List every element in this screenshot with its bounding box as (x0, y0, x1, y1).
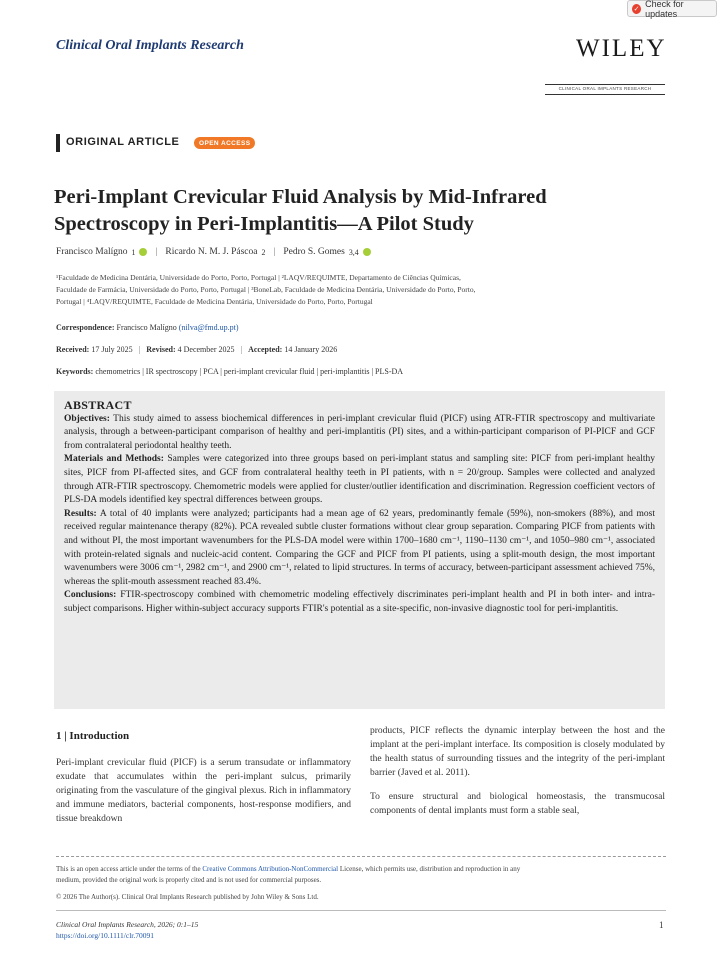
affiliations (56, 272, 656, 308)
revised-date: 4 December 2025 (177, 345, 235, 354)
accepted-date: 14 January 2026 (284, 345, 338, 354)
conclusions-text: FTIR-spectroscopy combined with chemometric modeling effectively discriminates peri-implant health and PI in both inter- and intra-subject comparisons. Higher within-subject accuracy supports FTIR's potential as a site-specific, non-invasive diagnostic tool for peri-implantitis. (64, 590, 655, 614)
date-separator: | (138, 345, 141, 354)
abstract-conclusions (64, 589, 655, 616)
orcid-icon[interactable] (363, 248, 371, 256)
body-column-right (370, 724, 665, 828)
keywords (56, 367, 676, 376)
author-name[interactable]: Francisco Malígno (56, 247, 128, 257)
publisher-subtitle: CLINICAL ORAL IMPLANTS RESEARCH (558, 86, 652, 91)
article-type: ORIGINAL ARTICLE (66, 136, 180, 148)
correspondence (56, 323, 656, 332)
correspondence-label: Correspondence: (56, 323, 115, 332)
date-separator: | (240, 345, 243, 354)
license-text-pre: This is an open access article under the terms of the (56, 865, 203, 873)
keywords-text: chemometrics | IR spectroscopy | PCA | peri-implant crevicular fluid | peri-implantitis | PLS-DA (95, 367, 404, 376)
received-label: Received: (56, 345, 90, 354)
article-title (54, 184, 614, 238)
abstract-methods (64, 453, 655, 507)
abstract-heading: ABSTRACT (64, 398, 132, 412)
intro-paragraph: products, PICF reflects the dynamic interplay between the host and the implant at the peri-implant interface. Its composition is closely modulated by the health status of surrounding tissues and the integrity of the peri-implant barrier (Javed et al. 2011). (370, 726, 665, 778)
title-line-1: Peri-Implant Crevicular Fluid Analysis by Mid-Infrared (54, 186, 547, 208)
page-number: 1 (659, 920, 664, 930)
check-updates-icon: ✓ (633, 5, 640, 13)
affiliation-line: ¹Faculdade de Medicina Dentária, Universidade do Porto, Porto, Portugal | ²LAQV/REQUIMTE, Departamento de Ciências Químicas, (56, 273, 461, 282)
publisher-rule-bottom (545, 94, 665, 95)
license-text-post: License, which permits use, distribution and reproduction in any (338, 865, 521, 873)
title-line-2: Spectroscopy in Peri-Implantitis—A Pilot Study (54, 213, 474, 235)
revised-label: Revised: (146, 345, 176, 354)
received-date: 17 July 2025 (91, 345, 133, 354)
correspondence-name: Francisco Malígno (116, 323, 177, 332)
license-link[interactable]: Creative Commons Attribution-NonCommercial (202, 865, 339, 873)
methods-label: Materials and Methods: (64, 454, 164, 465)
author-affiliation-sup: 1 (131, 247, 136, 257)
journal-name: Clinical Oral Implants Research (56, 38, 244, 53)
results-label: Results: (64, 508, 97, 519)
objectives-label: Objectives: (64, 413, 110, 424)
license-line-2: medium, provided the original work is properly cited and is not used for commercial purposes. (56, 876, 322, 884)
author-affiliation-sup: 3,4 (348, 247, 359, 257)
open-access-badge: OPEN ACCESS (194, 137, 255, 149)
accepted-label: Accepted: (248, 345, 283, 354)
license-line-1 (56, 864, 666, 875)
conclusions-label: Conclusions: (64, 590, 117, 601)
introduction-heading: 1 | Introduction (56, 730, 130, 742)
article-dates (56, 345, 656, 354)
publisher-logo: WILEY (576, 35, 667, 62)
footnote-divider (56, 856, 666, 857)
affiliation-line: Faculdade de Farmácia, Universidade do Porto, Porto, Portugal | ³BoneLab, Faculdade de Medicina Dentária, Universidade do Porto, Porto, (56, 285, 476, 294)
abstract-results (64, 508, 655, 590)
results-text: A total of 40 implants were analyzed; participants had a mean age of 62 years, predominantly female (59%), non-smokers (88%), and most received regular maintenance therapy (82%). PCA revealed subtle cluster formations without clear group separation. Comparing PICF from patients with and without PI, the most important wavenumbers for the PLS-DA model were within 1700–1680 cm⁻¹, 1190–1130 cm⁻¹, and 1050–980 cm⁻¹, associated with protein-related signals and nucleic-acid content. Comparing the GCF and PICF from PI patients, using a split-mouth design, the most important wavenumbers were 3006 cm⁻¹, 2982 cm⁻¹, and 2900 cm⁻¹, related to lipid structures. In terms of accuracy, between-participant assessment achieved 75%, whereas the split-mouth assessment reached 83.4%. (64, 508, 656, 587)
check-for-updates-button[interactable] (627, 0, 717, 17)
check-updates-label: Check for updates (645, 0, 684, 19)
abstract-objectives (64, 413, 655, 454)
footer-journal-ref: Clinical Oral Implants Research, 2026; 0:1–15 (56, 920, 199, 929)
publisher-rule (545, 84, 665, 85)
author-name[interactable]: Ricardo N. M. J. Páscoa (165, 247, 258, 257)
author-name[interactable]: Pedro S. Gomes (283, 247, 345, 257)
article-type-bar (56, 134, 60, 152)
body-column-left (56, 756, 351, 836)
affiliation-line: Portugal | ⁴LAQV/REQUIMTE, Faculdade de Medicina Dentária, Universidade do Porto, Porto, Portugal (56, 297, 373, 306)
abstract-box (54, 391, 665, 709)
doi-link[interactable]: https://doi.org/10.1111/clr.70091 (56, 931, 154, 940)
intro-paragraph: Peri-implant crevicular fluid (PICF) is a serum transudate or inflammatory exudate that accumulates within the peri-implant sulcus, primarily originating from the vasculature of the gingival plexus. Rich in inflammatory and immune mediators, bacterial components, host-response modifiers, and tissue breakdown (56, 758, 351, 824)
author-list (56, 247, 676, 257)
methods-text: Samples were categorized into three groups based on peri-implant status and sampling site: PICF from peri-implant healthy sites, PICF from PI-affected sites, and GCF from contralateral healthy teeth in PI patients, with n = 20/group. Samples were collected and analyzed through ATR-FTIR spectroscopy. Chemometric models were applied for cluster/outlier identification and discrimination. Regression coefficient vectors of PLS-DA models identified key spectral differences between groups. (64, 454, 655, 506)
keywords-label: Keywords: (56, 367, 94, 376)
objectives-text: This study aimed to assess biochemical differences in peri-implant crevicular fluid (PICF) using ATR-FTIR spectroscopy and multivariate analysis, through a between-participant comparison of healthy and peri-implantitis (PI) sites, and a within-participant comparison of PI-PICF and GCF from contralateral periodontal healthy teeth. (64, 413, 655, 451)
author-separator: | (273, 247, 276, 257)
footer-divider (56, 910, 666, 911)
intro-paragraph: To ensure structural and biological homeostasis, the transmucosal components of dental implants must form a stable seal, (370, 792, 665, 816)
license-note (56, 864, 666, 886)
author-affiliation-sup: 2 (261, 247, 266, 257)
copyright-note: © 2026 The Author(s). Clinical Oral Implants Research published by John Wiley & Sons Ltd. (56, 893, 319, 901)
author-separator: | (155, 247, 158, 257)
orcid-icon[interactable] (139, 248, 147, 256)
correspondence-email[interactable]: (nilva@fmd.up.pt) (178, 323, 239, 332)
